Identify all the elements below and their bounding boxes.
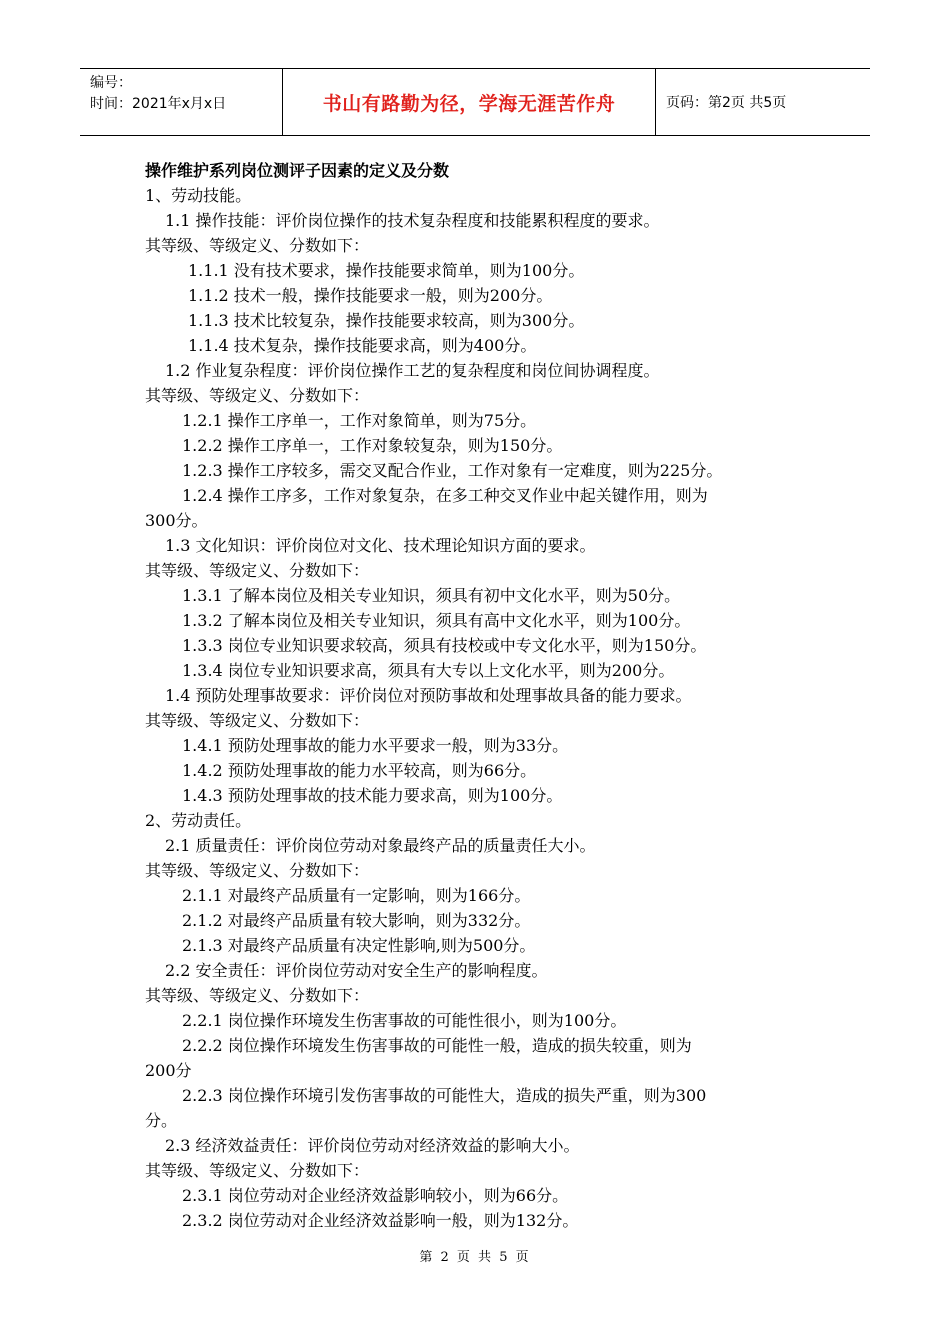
document-body xyxy=(145,158,825,1233)
grade-item: 1.3.3 岗位专业知识要求较高，须具有技校或中专文化水平，则为150分。 xyxy=(182,636,707,655)
page-info: 页码：第2页 共5页 xyxy=(666,95,787,111)
grade-item: 1.1.4 技术复杂，操作技能要求高，则为400分。 xyxy=(188,336,537,355)
grade-item: 1.1.3 技术比较复杂，操作技能要求较高，则为300分。 xyxy=(188,311,585,330)
grade-item: 1.2.2 操作工序单一，工作对象较复杂，则为150分。 xyxy=(182,436,563,455)
section-heading: 2、劳动责任。 xyxy=(145,811,252,830)
grade-item: 2.1.2 对最终产品质量有较大影响，则为332分。 xyxy=(182,911,531,930)
subsection-heading: 1.1 操作技能：评价岗位操作的技术复杂程度和技能累积程度的要求。 xyxy=(165,211,660,230)
grade-intro: 其等级、等级定义、分数如下： xyxy=(145,1161,370,1180)
grade-item: 2.2.1 岗位操作环境发生伤害事故的可能性很小，则为100分。 xyxy=(182,1011,627,1030)
header-page-cell xyxy=(656,69,870,135)
grade-item: 1.3.2 了解本岗位及相关专业知识，须具有高中文化水平，则为100分。 xyxy=(182,611,691,630)
grade-item: 2.1.1 对最终产品质量有一定影响，则为166分。 xyxy=(182,886,531,905)
grade-item: 1.4.3 预防处理事故的技术能力要求高，则为100分。 xyxy=(182,786,563,805)
grade-item: 1.2.3 操作工序较多，需交叉配合作业，工作对象有一定难度，则为225分。 xyxy=(182,461,723,480)
grade-item: 1.3.4 岗位专业知识要求高，须具有大专以上文化水平，则为200分。 xyxy=(182,661,675,680)
grade-intro: 其等级、等级定义、分数如下： xyxy=(145,386,370,405)
subsection-heading: 1.4 预防处理事故要求：评价岗位对预防事故和处理事故具备的能力要求。 xyxy=(165,686,692,705)
grade-intro: 其等级、等级定义、分数如下： xyxy=(145,986,370,1005)
header-left-cell xyxy=(80,69,282,135)
date-line: 时间：2021年x月x日 xyxy=(90,96,227,112)
grade-item: 1.2.4 操作工序多，工作对象复杂，在多工种交叉作业中起关键作用，则为 xyxy=(182,486,708,505)
page-footer xyxy=(0,1246,950,1265)
motto: 书山有路勤为径，学海无涯苦作舟 xyxy=(322,92,616,115)
footer-page-number: 第 2 页 共 5 页 xyxy=(419,1250,531,1265)
grade-item: 1.3.1 了解本岗位及相关专业知识，须具有初中文化水平，则为50分。 xyxy=(182,586,681,605)
subsection-heading: 2.2 安全责任：评价岗位劳动对安全生产的影响程度。 xyxy=(165,961,548,980)
grade-item: 2.2.2 岗位操作环境发生伤害事故的可能性一般，造成的损失较重，则为 xyxy=(182,1036,692,1055)
grade-item: 1.1.1 没有技术要求，操作技能要求简单，则为100分。 xyxy=(188,261,585,280)
header-motto-cell xyxy=(282,69,656,135)
serial-label: 编号： xyxy=(90,75,132,91)
grade-item-continuation: 分。 xyxy=(145,1111,178,1130)
grade-item: 1.1.2 技术一般，操作技能要求一般，则为200分。 xyxy=(188,286,553,305)
grade-item: 2.3.1 岗位劳动对企业经济效益影响较小，则为66分。 xyxy=(182,1186,569,1205)
subsection-heading: 2.3 经济效益责任：评价岗位劳动对经济效益的影响大小。 xyxy=(165,1136,580,1155)
grade-intro: 其等级、等级定义、分数如下： xyxy=(145,861,370,880)
grade-intro: 其等级、等级定义、分数如下： xyxy=(145,711,370,730)
grade-item: 1.4.1 预防处理事故的能力水平要求一般，则为33分。 xyxy=(182,736,569,755)
grade-item: 1.4.2 预防处理事故的能力水平较高，则为66分。 xyxy=(182,761,537,780)
page-header xyxy=(80,68,870,136)
section-heading: 1、劳动技能。 xyxy=(145,186,252,205)
grade-intro: 其等级、等级定义、分数如下： xyxy=(145,236,370,255)
subsection-heading: 2.1 质量责任：评价岗位劳动对象最终产品的质量责任大小。 xyxy=(165,836,596,855)
document-title: 操作维护系列岗位测评子因素的定义及分数 xyxy=(145,161,450,180)
grade-item-continuation: 200分 xyxy=(145,1061,192,1080)
grade-item: 1.2.1 操作工序单一，工作对象简单，则为75分。 xyxy=(182,411,537,430)
grade-item-continuation: 300分。 xyxy=(145,511,208,530)
subsection-heading: 1.3 文化知识：评价岗位对文化、技术理论知识方面的要求。 xyxy=(165,536,596,555)
grade-item: 2.1.3 对最终产品质量有决定性影响,则为500分。 xyxy=(182,936,536,955)
grade-intro: 其等级、等级定义、分数如下： xyxy=(145,561,370,580)
grade-item: 2.3.2 岗位劳动对企业经济效益影响一般，则为132分。 xyxy=(182,1211,579,1230)
subsection-heading: 1.2 作业复杂程度：评价岗位操作工艺的复杂程度和岗位间协调程度。 xyxy=(165,361,660,380)
grade-item: 2.2.3 岗位操作环境引发伤害事故的可能性大，造成的损失严重，则为300 xyxy=(182,1086,707,1105)
